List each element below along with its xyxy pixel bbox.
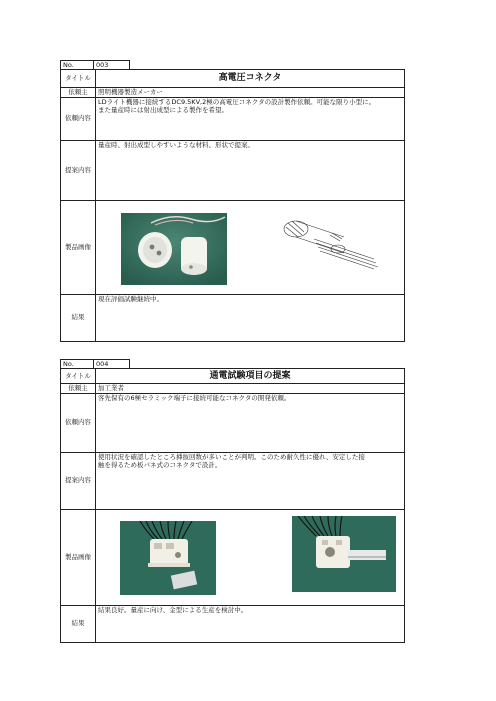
proposal-text	[96, 140, 405, 200]
image-label: 製品画像	[61, 509, 96, 605]
no-label: No.	[60, 60, 94, 70]
client-label: 依頼主	[61, 384, 96, 394]
result-text	[96, 605, 405, 642]
result-label: 結果	[61, 605, 96, 642]
case-number-row	[60, 60, 405, 69]
client-value: 加工業者	[96, 384, 405, 394]
case-004	[60, 359, 405, 643]
product-photo	[292, 516, 396, 592]
image-label: 製品画像	[61, 200, 96, 294]
proposal-line: 触を得るため板バネ式のコネクタで設計。	[98, 461, 222, 469]
product-photo	[121, 213, 227, 285]
result-line: 現在評価試験継続中。	[98, 294, 163, 303]
request-text	[96, 97, 405, 140]
proposal-line: 量産時、射出成型しやすいような材料、形状で提案。	[98, 140, 254, 149]
client-label: 依頼主	[61, 88, 96, 98]
request-label: 依頼内容	[61, 393, 96, 452]
product-images	[96, 509, 405, 605]
no-label: No.	[60, 359, 94, 369]
request-line: 客先保有の6極セラミック端子に接続可能なコネクタの開発依頼。	[98, 393, 291, 402]
case-number-row	[60, 359, 405, 368]
title-label: タイトル	[61, 70, 96, 88]
proposal-line: 使用状況を確認したところ挿抜回数が多いことが判明。このため耐久性に優れ、安定した接	[98, 452, 365, 461]
result-text	[96, 294, 405, 341]
product-drawing	[274, 209, 384, 275]
no-value: 003	[94, 60, 130, 70]
proposal-label: 提案内容	[61, 452, 96, 509]
case-table	[60, 69, 405, 342]
case-003	[60, 60, 405, 342]
title-label: タイトル	[61, 369, 96, 384]
request-line: また量産時には射出成型による製作を希望。	[98, 106, 228, 114]
request-label: 依頼内容	[61, 97, 96, 140]
no-value: 004	[94, 359, 130, 369]
product-photo	[120, 521, 216, 595]
result-line: 結果良好。量産に向け、金型による生産を検討中。	[98, 605, 248, 614]
request-line: LDライト機器に接続するDC9.5KV,2極の高電圧コネクタの設計製作依頼。可能な限り小型に。	[98, 97, 376, 106]
product-images	[96, 200, 405, 294]
case-title: 通電試験項目の提案	[96, 369, 405, 384]
proposal-label: 提案内容	[61, 140, 96, 200]
proposal-text	[96, 452, 405, 509]
result-label: 結果	[61, 294, 96, 341]
request-text	[96, 393, 405, 452]
case-table	[60, 368, 405, 643]
client-value: 照明機器製造メーカー	[96, 88, 405, 98]
case-title: 高電圧コネクタ	[96, 70, 405, 88]
